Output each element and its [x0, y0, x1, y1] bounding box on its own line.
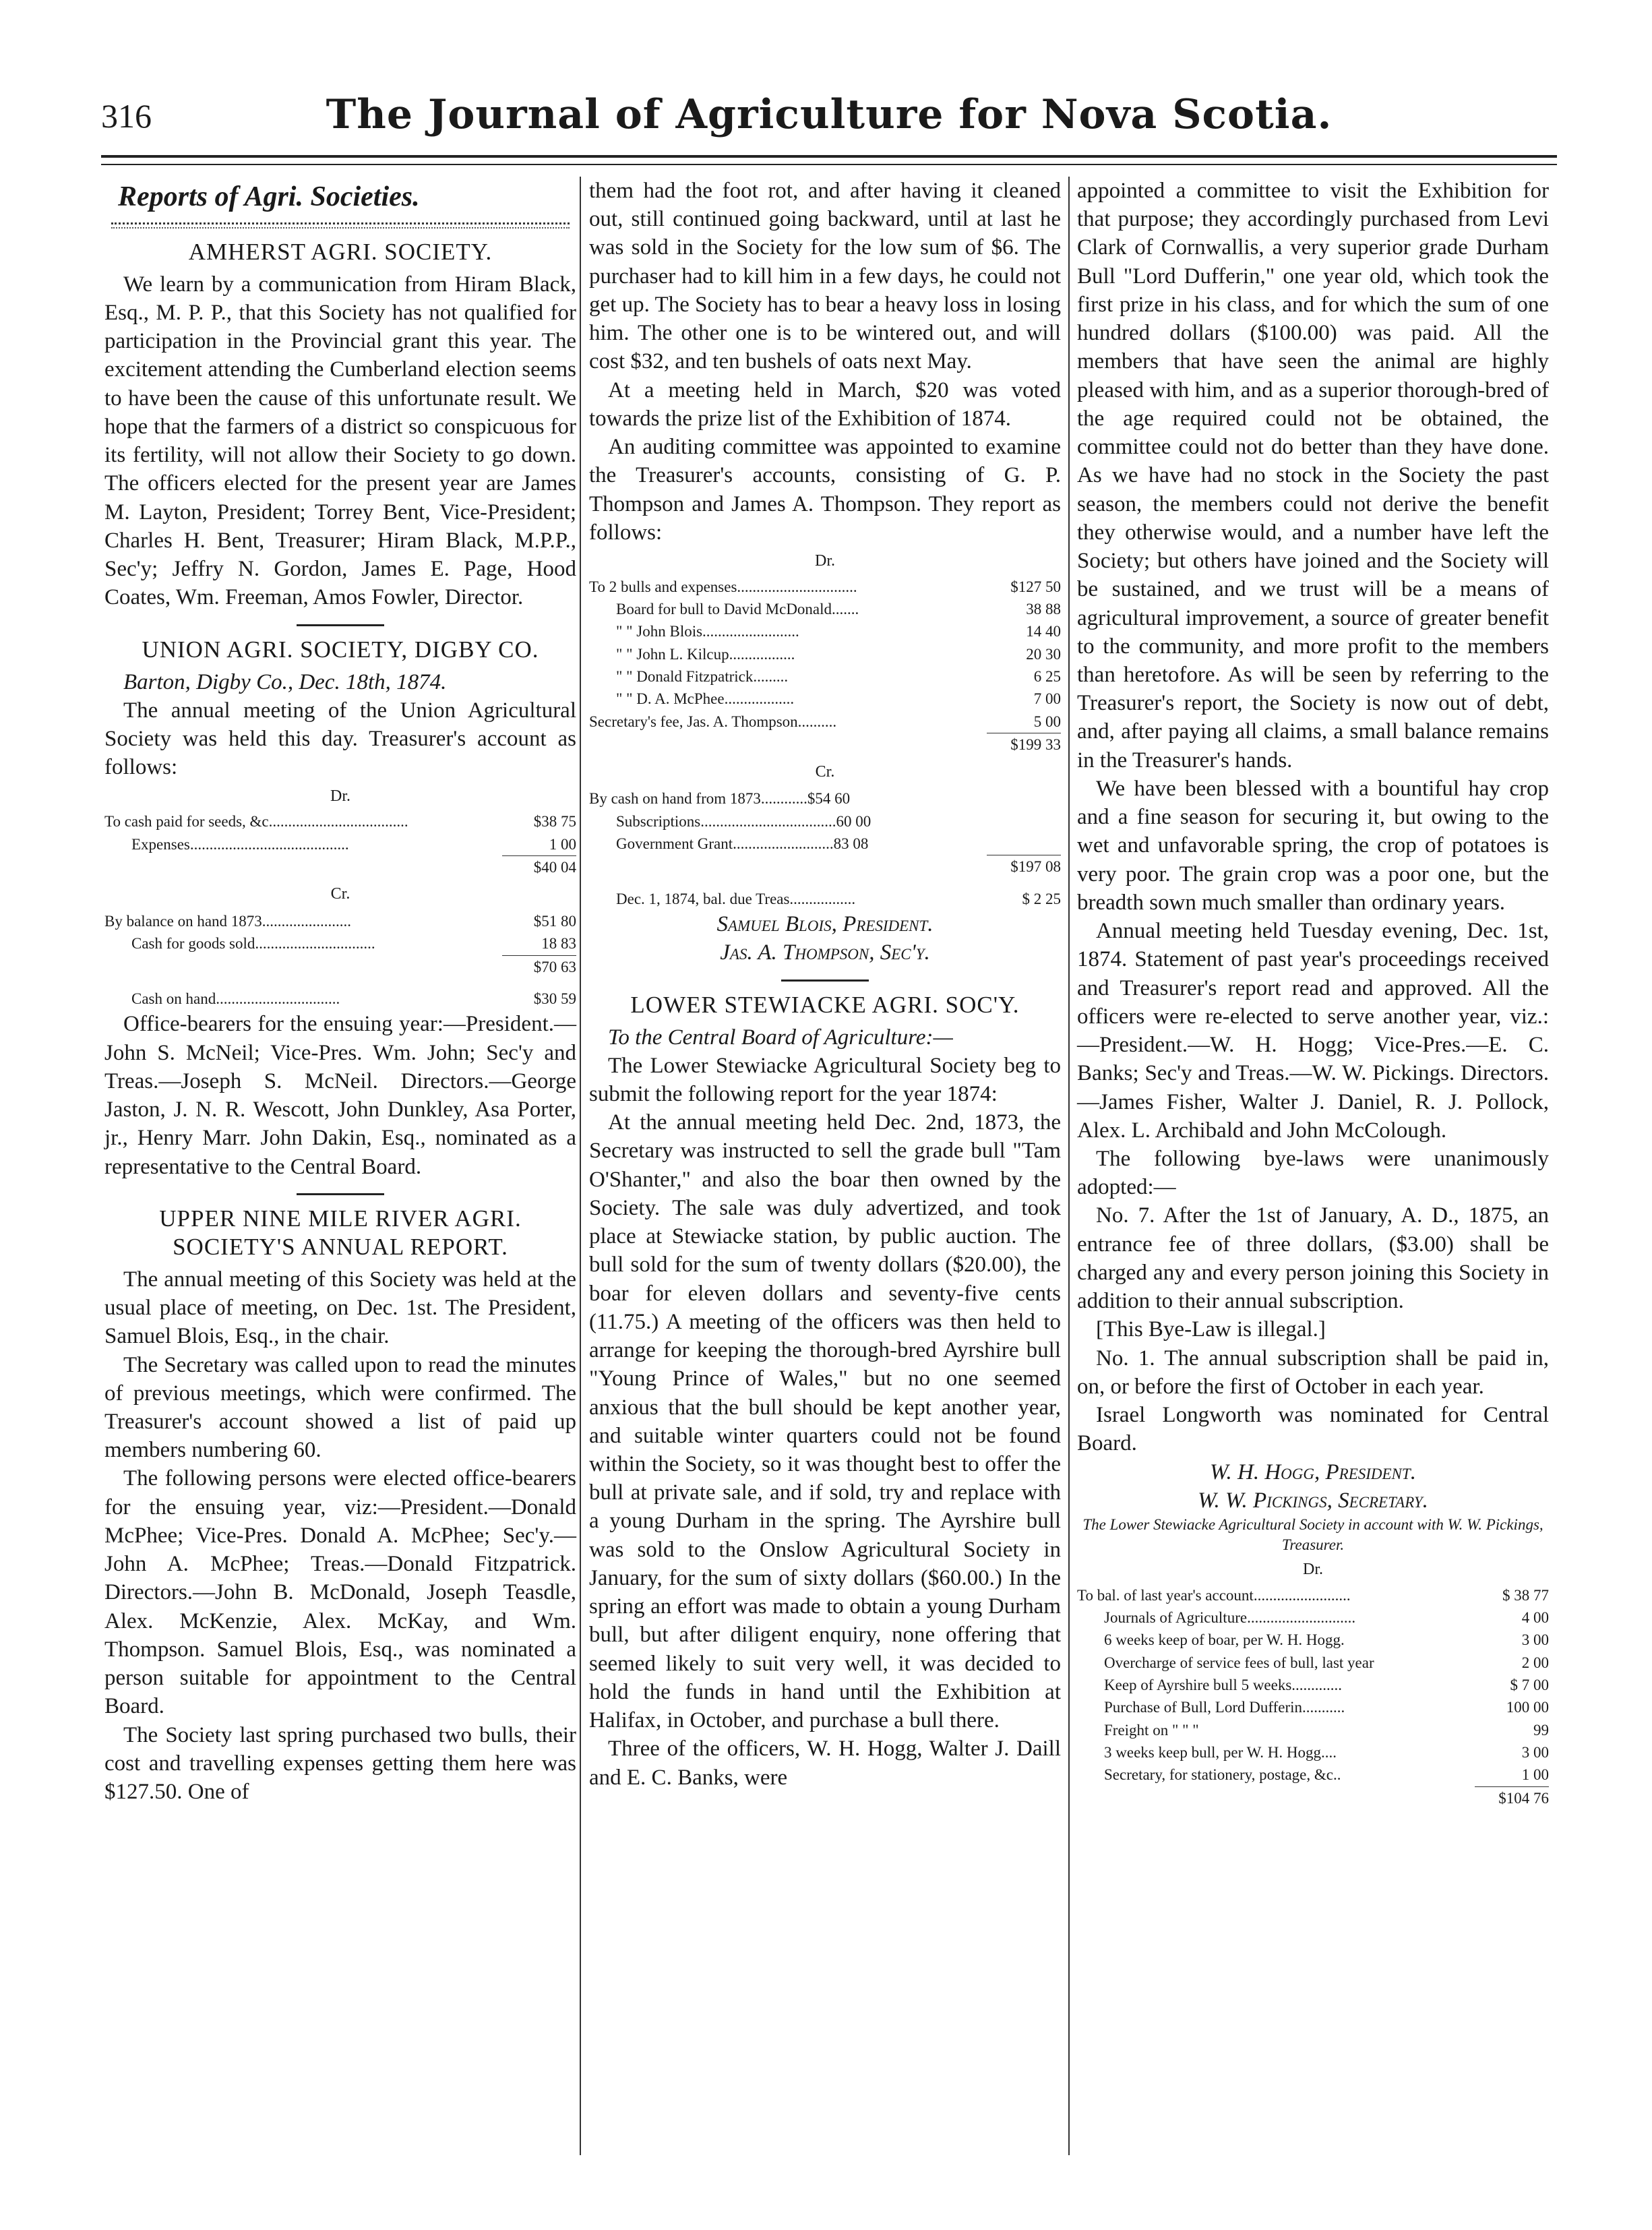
- account-label: 3 weeks keep bull, per W. H. Hogg....: [1104, 1743, 1337, 1761]
- paragraph: Annual meeting held Tuesday evening, Dec. 1st, 1874. Statement of past year's proceedings received and Treasurer's report read and approved. All the officers were re-elected to serve another year, viz.:—President.—W. H. Hogg; Vice-Pres.—E. C. Banks; Sec'y and Treas.—W. W. Pickings. Directors.—James Fisher, Walter J. Daniel, R. J. Pollock, Alex. L. Archibald and John McColough.: [1077, 919, 1549, 1143]
- page-number: 316: [101, 97, 152, 135]
- account-label: Cash on hand................................: [131, 990, 340, 1008]
- account-heading: Dr.: [815, 552, 835, 570]
- account-label: Keep of Ayrshire bull 5 weeks.............: [1104, 1676, 1343, 1693]
- account-value: $127 50: [1010, 578, 1061, 595]
- account-label: " " John L. Kilcup.................: [616, 645, 795, 663]
- account-value: $51 80: [533, 913, 576, 930]
- account-label: " " Donald Fitzpatrick.........: [616, 668, 789, 686]
- signature: Samuel Blois, President.: [716, 912, 934, 937]
- salutation: To the Central Board of Agriculture:—: [608, 1025, 953, 1050]
- paragraph: At the annual meeting held Dec. 2nd, 1873, the Secretary was instructed to sell the grade bull "Tam O'Shanter," and also the boar then owned by the Society. The sale was duly advertized, and took place at Stewiacke station, by public auction. The bull sold for the sum of twenty dollars ($20.00), the boar for eleven dollars and seventy-five cents (11.75.) A meeting of the officers was then held to arrange for keeping the thorough-bred Ayrshire bull "Young Prince of Wales," but no one seemed anxious that the bull should be kept another year, and suitable winter quarters could not be found within the Society, so it was thought best to offer the bull at private sale, and if sold, try and replace with a young Durham in the spring. The Ayrshire bull was sold to the Onslow Agricultural Society in January, for the sum of sixty dollars ($60.00.) In the spring an effort was made to obtain a young Durham bull, but after diligent enquiry, none offering that seemed likely to suit very well, it was decided to hold the funds in hand until the Exhibition at Halifax, in October, and purchase a bull there.: [589, 1110, 1061, 1733]
- account-total: $199 33: [987, 733, 1061, 756]
- account-value: 1 00: [1521, 1766, 1549, 1784]
- account-label: Dec. 1, 1874, bal. due Treas.................: [616, 890, 856, 907]
- signature: Jas. A. Thompson, Sec'y.: [720, 940, 930, 965]
- account-value: 38 88: [1026, 601, 1061, 618]
- account-value: 7 00: [1033, 690, 1061, 708]
- article-heading: UNION AGRI. SOCIETY, DIGBY CO.: [142, 636, 539, 663]
- account-total: $104 76: [1475, 1786, 1549, 1809]
- account-label: Secretary, for stationery, postage, &c..: [1104, 1766, 1341, 1784]
- account-total: $70 63: [502, 955, 576, 978]
- account-value: 1 00: [549, 835, 576, 853]
- account-total: $197 08: [987, 855, 1061, 878]
- section-title: Reports of Agri. Societies.: [118, 181, 420, 212]
- account-label: Journals of Agriculture............................: [1104, 1608, 1356, 1626]
- account-value: $30 59: [533, 990, 576, 1008]
- account-label: Cash for goods sold...............................: [131, 935, 375, 953]
- column-3: [1077, 177, 1549, 1809]
- account-value: 100 00: [1506, 1699, 1549, 1716]
- account-table: [589, 576, 1061, 910]
- paragraph: The annual meeting of this Society was held at the usual place of meeting, on Dec. 1st. The President, Samuel Blois, Esq., in the chair.: [104, 1267, 576, 1349]
- account-label: Freight on " " ": [1104, 1721, 1199, 1739]
- account-label: " " John Blois.........................: [616, 623, 799, 640]
- signature: W. W. Pickings, Secretary.: [1198, 1488, 1428, 1513]
- account-label: Subscriptions...................................60 00: [616, 812, 871, 830]
- account-table: [104, 810, 576, 1010]
- account-value: $ 38 77: [1502, 1586, 1549, 1604]
- account-caption: The Lower Stewiacke Agricultural Society in account with W. W. Pickings, Treasurer.: [1082, 1516, 1543, 1553]
- account-label: To bal. of last year's account.........................: [1077, 1586, 1351, 1604]
- account-label: Expenses.........................................: [131, 835, 349, 853]
- separator: [297, 1193, 384, 1195]
- account-value: $38 75: [533, 813, 576, 831]
- account-value: 99: [1533, 1721, 1549, 1739]
- paragraph: The Society last spring purchased two bulls, their cost and travelling expenses getting them here was $127.50. One of: [104, 1722, 576, 1805]
- header-rule-thin: [101, 164, 1557, 165]
- column-2: [589, 177, 1061, 1792]
- paragraph: The annual meeting of the Union Agricultural Society was held this day. Treasurer's account as follows:: [104, 698, 576, 780]
- separator: [297, 624, 384, 626]
- paragraph: The Lower Stewiacke Agricultural Society beg to submit the following report for the year 1874:: [589, 1053, 1061, 1106]
- account-label: 6 weeks keep of boar, per W. H. Hogg.: [1104, 1631, 1345, 1649]
- paragraph: The following bye-laws were unanimously adopted:—: [1077, 1146, 1549, 1200]
- article-heading: AMHERST AGRI. SOCIETY.: [188, 238, 493, 265]
- account-value: 6 25: [1033, 668, 1061, 686]
- paragraph: The following persons were elected office-bearers for the ensuing year, viz:—President.—Donald McPhee; Vice-Pres. Donald A. McPhee; Sec'y.—John A. McPhee; Treas.—Donald Fitzpatrick. Directors.—John B. McDonald, Joseph Teasdle, Alex. McKenzie, Alex. McKay, and Wm. Thompson. Samuel Blois, Esq., was nominated a person suitable for appointment to the Central Board.: [104, 1466, 576, 1719]
- journal-title: The Journal of Agriculture for Nova Scotia.: [326, 91, 1333, 138]
- signature: W. H. Hogg, President.: [1210, 1459, 1416, 1484]
- paragraph: An auditing committee was appointed to examine the Treasurer's accounts, consisting of G. P. Thompson and James A. Thompson. They report as follows:: [589, 435, 1061, 545]
- column-rule: [580, 177, 581, 2155]
- account-label: To cash paid for seeds, &c....................................: [104, 813, 408, 831]
- account-label: By cash on hand from 1873............$54 60: [589, 790, 851, 808]
- account-value: 3 00: [1521, 1631, 1549, 1649]
- paragraph: We have been blessed with a bountiful hay crop and a fine season for securing it, but owing to the wet and unfavorable spring, the crop of potatoes is very poor. The grain crop was a poor one, but the breadth sown much smaller than ordinary years.: [1077, 776, 1549, 915]
- paragraph: No. 7. After the 1st of January, A. D., 1875, an entrance fee of three dollars, ($3.00) shall be charged any and every person joining this Society in addition to their annual subscription.: [1077, 1203, 1549, 1314]
- account-label: By balance on hand 1873.......................: [104, 913, 352, 930]
- account-table: [1077, 1584, 1549, 1809]
- account-label: " " D. A. McPhee..................: [616, 690, 795, 708]
- paragraph: Three of the officers, W. H. Hogg, Walter J. Daill and E. C. Banks, were: [589, 1737, 1061, 1790]
- account-label: Board for bull to David McDonald.......: [616, 601, 859, 618]
- column-rule: [1068, 177, 1070, 2155]
- column-1: [104, 177, 576, 1806]
- account-heading: Dr.: [1303, 1560, 1323, 1578]
- paragraph: We learn by a communication from Hiram Black, Esq., M. P. P., that this Society has not qualified for participation in the Provincial grant this year. The excitement attending the Cumberland election seems to have been the cause of this unfortunate result. We hope that the farmers of a district so conspicuous for its fertility, will not allow their Society to go down. The officers elected for the present year are James M. Layton, President; Torrey Bent, Vice-President; Charles H. Bent, Treasurer; Hiram Black, M.P.P., Sec'y; Jeffry N. Gordon, James E. Page, Hood Coates, Wm. Freeman, Amos Fowler, Director.: [104, 272, 576, 610]
- account-value: 4 00: [1521, 1608, 1549, 1626]
- masthead: [101, 91, 1557, 158]
- account-value: 5 00: [1033, 713, 1061, 730]
- account-value: 20 30: [1026, 645, 1061, 663]
- account-label: Government Grant..........................83 08: [616, 835, 869, 852]
- account-heading: Cr.: [815, 762, 835, 781]
- paragraph: [This Bye-Law is illegal.]: [1096, 1317, 1326, 1342]
- account-value: 14 40: [1026, 623, 1061, 640]
- article-heading: UPPER NINE MILE RIVER AGRI. SOCIETY'S ANNUAL REPORT.: [159, 1205, 522, 1260]
- account-heading: Cr.: [330, 885, 350, 903]
- paragraph: appointed a committee to visit the Exhibition for that purpose; they accordingly purchased from Levi Clark of Cornwallis, a very superior grade Durham Bull "Lord Dufferin," one year old, which took the first prize in his class, and for which the sum of one hundred dollars ($100.00) was paid. All the members that have seen the animal are highly pleased with him, and as a superior thorough-bred of the age required could not be obtained, the committee could not do better than they have done. As we have had no stock in the Society the past season, the members could not derive the benefit they otherwise would, and a number have left the Society; but others have joined and the Society will be sustained, and we trust will be a means of agricultural improvement, a source of greater benefit to the community, and more profit to the members than heretofore. As will be seen by referring to the Treasurer's report, the Society is now out of debt, and, after paying all claims, a small balance remains in the Treasurer's hands.: [1077, 179, 1549, 773]
- paragraph: No. 1. The annual subscription shall be paid in, on, or before the first of October in each year.: [1077, 1346, 1549, 1399]
- account-value: 18 83: [541, 935, 576, 953]
- account-label: To 2 bulls and expenses...............................: [589, 578, 857, 595]
- account-total: $40 04: [502, 855, 576, 878]
- paragraph: The Secretary was called upon to read the minutes of previous meetings, which were confirmed. The Treasurer's account showed a list of paid up members numbering 60.: [104, 1352, 576, 1463]
- separator: [781, 980, 869, 982]
- paragraph: Israel Longworth was nominated for Central Board.: [1077, 1403, 1549, 1456]
- account-label: Purchase of Bull, Lord Dufferin...........: [1104, 1699, 1345, 1716]
- header-rule: [101, 155, 1557, 158]
- account-value: 2 00: [1521, 1654, 1549, 1671]
- ornament-rule: [111, 222, 570, 229]
- account-value: 3 00: [1521, 1743, 1549, 1761]
- paragraph: At a meeting held in March, $20 was voted towards the prize list of the Exhibition of 1874.: [589, 378, 1061, 431]
- account-label: Overcharge of service fees of bull, last year: [1104, 1654, 1374, 1671]
- account-label: Secretary's fee, Jas. A. Thompson..........: [589, 713, 837, 730]
- account-heading: Dr.: [330, 787, 350, 805]
- account-value: $ 7 00: [1510, 1676, 1549, 1693]
- dateline: Barton, Digby Co., Dec. 18th, 1874.: [123, 669, 447, 694]
- paragraph: them had the foot rot, and after having it cleaned out, still continued going backward, until at last he was sold in the Society for the low sum of $6. The purchaser had to kill him in a few days, he could not get up. The Society has to bear a heavy loss in losing him. The other one is to be wintered out, and will cost $32, and ten bushels of oats next May.: [589, 179, 1061, 374]
- paragraph: Office-bearers for the ensuing year:—President.—John S. McNeil; Vice-Pres. Wm. John; Sec'y and Treas.—Joseph S. McNeil. Directors.—George Jaston, J. N. R. Wescott, John Dunkley, Asa Porter, jr., Henry Marr. John Dakin, Esq., nominated as a representative to the Central Board.: [104, 1012, 576, 1179]
- article-heading: LOWER STEWIACKE AGRI. SOC'Y.: [630, 991, 1020, 1018]
- account-value: $ 2 25: [1022, 890, 1061, 907]
